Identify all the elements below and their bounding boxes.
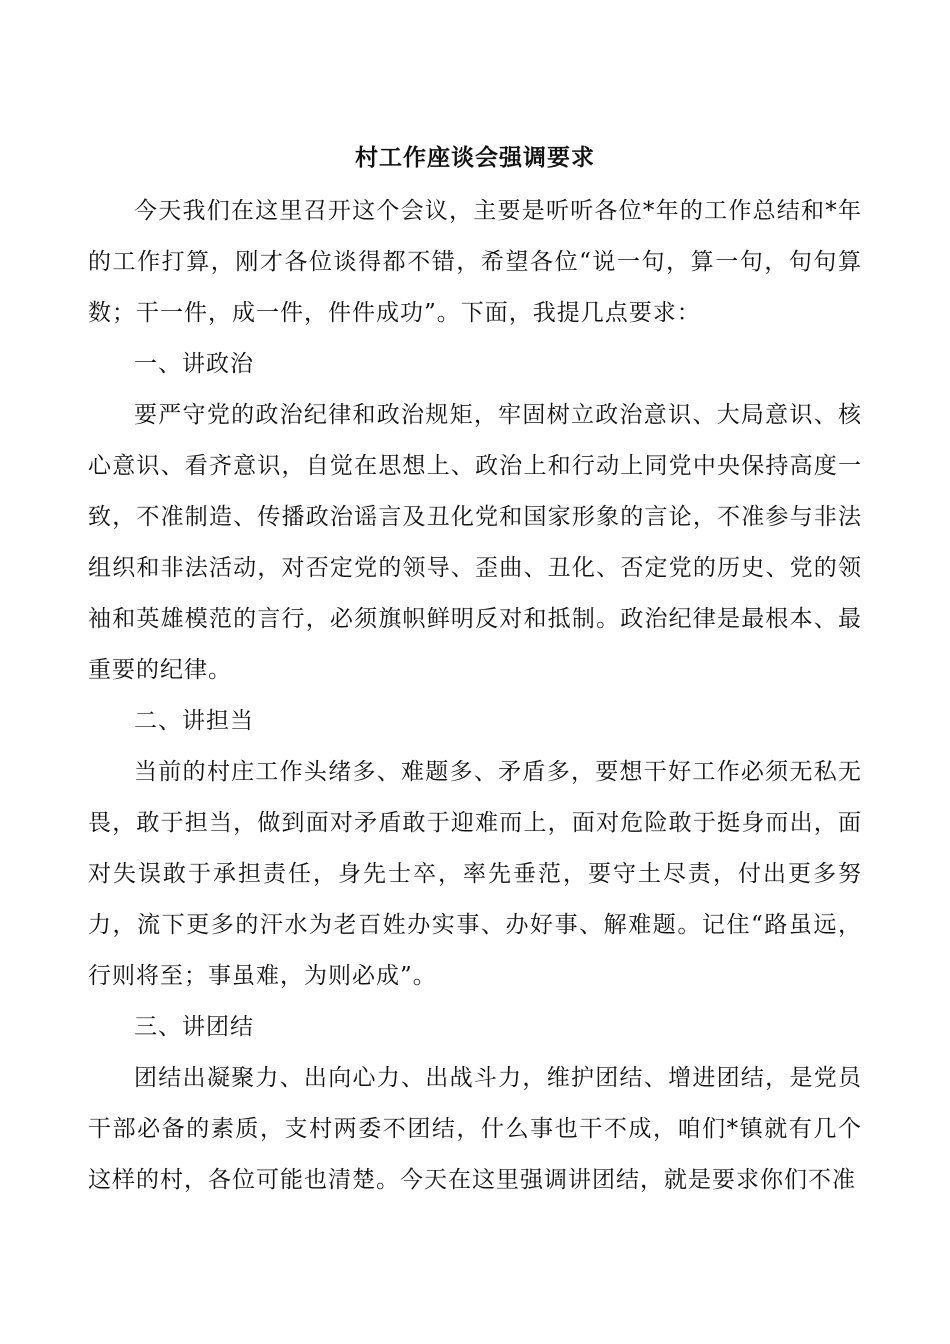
section-heading-unity: 三、讲团结 bbox=[134, 1014, 254, 1040]
section-heading-politics: 一、讲政治 bbox=[134, 351, 254, 377]
section-body-unity: 团结出凝聚力、出向心力、出战斗力，维护团结、增进团结，是党员干部必备的素质，支村两委不团结，什么事也干不成，咱们*镇就有几个这样的村，各位可能也清楚。今天在这里强调讲团结，就是要求你们不准 bbox=[88, 1065, 862, 1193]
document-title: 村工作座谈会强调要求 bbox=[355, 144, 595, 171]
section-heading-responsibility: 二、讲担当 bbox=[134, 708, 254, 734]
intro-paragraph: 今天我们在这里召开这个会议，主要是听听各位*年的工作总结和*年的工作打算，刚才各位谈得都不错，希望各位“说一句，算一句，句句算数；干一件，成一件，件件成功”。下面，我提几点要求： bbox=[88, 198, 862, 326]
section-body-politics: 要严守党的政治纪律和政治规矩，牢固树立政治意识、大局意识、核心意识、看齐意识，自觉在思想上、政治上和行动上同党中央保持高度一致，不准制造、传播政治谣言及丑化党和国家形象的言论，不准参与非法组织和非法活动，对否定党的领导、歪曲、丑化、否定党的历史、党的领袖和英雄模范的言行，必须旗帜鲜明反对和抵制。政治纪律是最根本、最重要的纪律。 bbox=[88, 402, 862, 683]
section-body-responsibility: 当前的村庄工作头绪多、难题多、矛盾多，要想干好工作必须无私无畏，敢于担当，做到面对矛盾敢于迎难而上，面对危险敢于挺身而出，面对失误敢于承担责任，身先士卒，率先垂范，要守土尽责，付出更多努力，流下更多的汗水为老百姓办实事、办好事、解难题。记住“路虽远，行则将至；事虽难，为则必成”。 bbox=[88, 759, 862, 989]
document-body bbox=[88, 138, 862, 1206]
